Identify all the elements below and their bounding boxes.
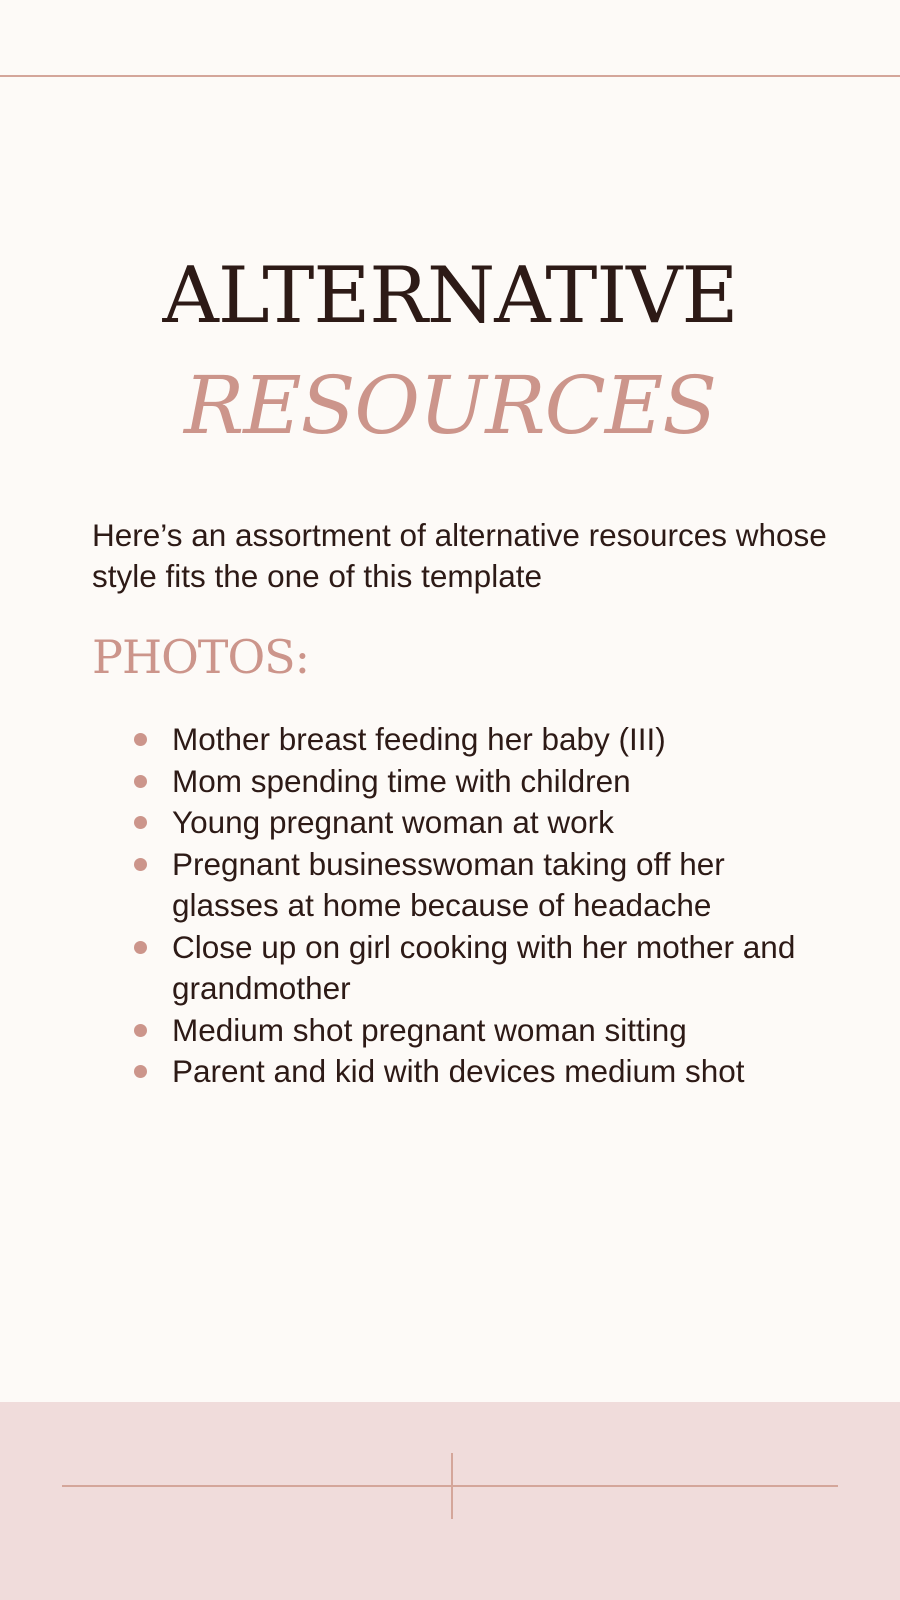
list-item-text[interactable]: Mom spending time with children: [172, 762, 631, 799]
bullet-icon: [134, 1065, 147, 1078]
intro-text: Here’s an assortment of alternative resources whose style fits the one of this template: [92, 517, 827, 594]
bullet-icon: [134, 816, 147, 829]
list-item: [132, 761, 832, 803]
photos-heading: PHOTOS:: [92, 630, 310, 684]
list-item-text[interactable]: Parent and kid with devices medium shot: [172, 1053, 745, 1089]
bullet-icon: [134, 733, 147, 746]
photo-list: [132, 719, 832, 1093]
list-item-text[interactable]: Pregnant businesswoman taking off her glasses at home because of headache: [172, 845, 725, 923]
list-item: [132, 1051, 832, 1093]
title-alternative: ALTERNATIVE: [162, 251, 738, 341]
title-resources: RESOURCES: [183, 359, 717, 452]
list-item-text[interactable]: Mother breast feeding her baby (III): [172, 721, 666, 757]
bullet-icon: [134, 858, 147, 871]
list-item-text[interactable]: Medium shot pregnant woman sitting: [172, 1011, 687, 1048]
footer-horizontal-rule: [62, 1485, 838, 1487]
footer-band: [0, 1402, 900, 1600]
bullet-icon: [134, 1024, 147, 1037]
list-item: [132, 802, 832, 844]
list-item-text[interactable]: Young pregnant woman at work: [172, 804, 614, 840]
top-divider: [0, 75, 900, 77]
list-item: [132, 844, 832, 927]
bullet-icon: [134, 775, 147, 788]
bullet-icon: [134, 941, 147, 954]
list-item: [132, 719, 832, 761]
list-item-text[interactable]: Close up on girl cooking with her mother and grandmother: [172, 928, 796, 1006]
footer-vertical-rule: [451, 1453, 453, 1519]
list-item: [132, 927, 832, 1010]
list-item: [132, 1010, 832, 1052]
